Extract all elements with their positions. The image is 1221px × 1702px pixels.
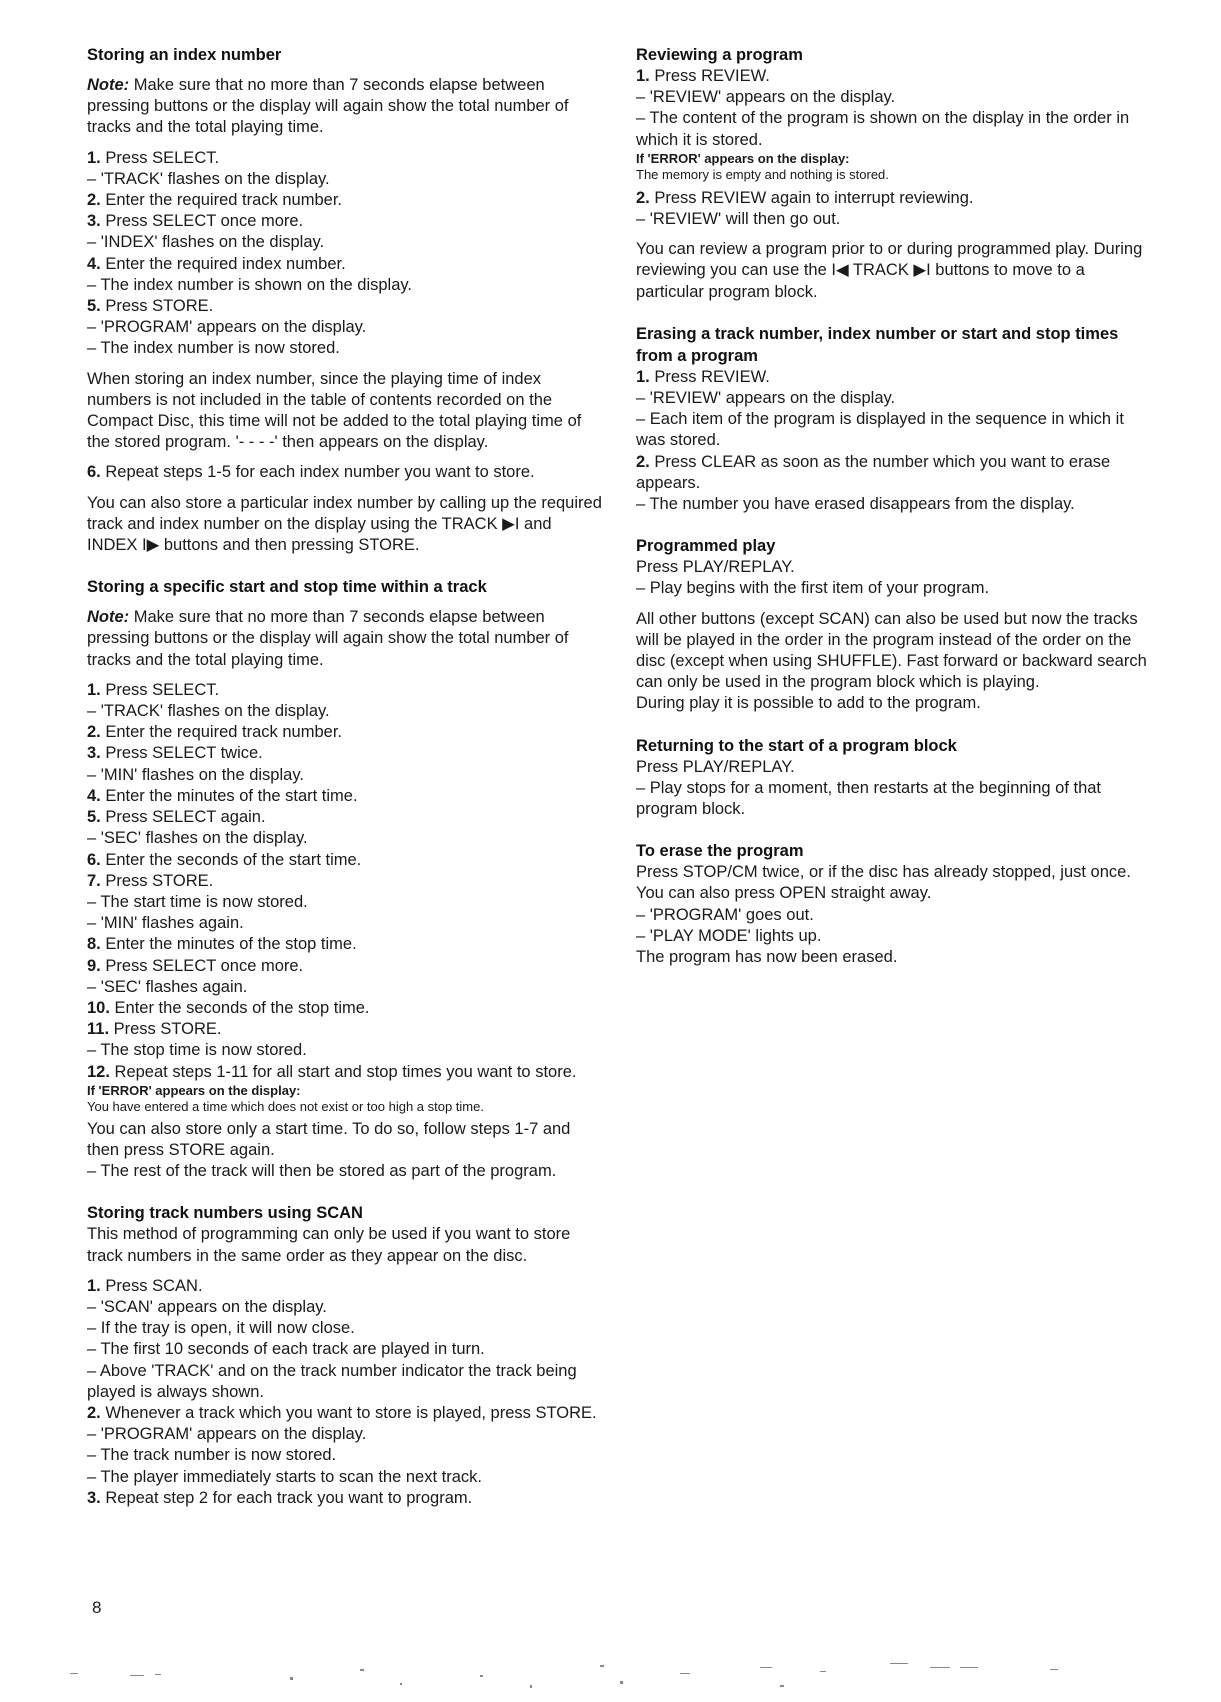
section-storing-index-number	[87, 44, 603, 556]
step-text: Press STORE.	[105, 297, 214, 316]
paragraph: When storing an index number, since the playing time of index numbers is not included in the table of contents recorded on the Compact Disc, this time will not be added to the total playing time of the stored program. '- - - -' then appears on the display.	[87, 369, 582, 452]
sub-item: – The index number is shown on the display.	[87, 275, 412, 294]
step-text: Whenever a track which you want to store is played, press STORE.	[105, 1403, 597, 1422]
step-text: Enter the required index number.	[105, 254, 346, 273]
sub-item: – Each item of the program is displayed in the sequence in which it was stored.	[636, 410, 1124, 450]
step-text: Press REVIEW again to interrupt reviewing.	[654, 188, 974, 207]
step	[87, 296, 603, 317]
section-title: Storing an index number	[87, 46, 282, 64]
step-text: Enter the required track number.	[105, 191, 342, 210]
section-title: Programmed play	[636, 537, 776, 556]
section-erasing-track-number	[636, 323, 1151, 515]
section-storing-start-stop-time	[87, 576, 603, 1182]
sub-item: – 'TRACK' flashes on the display.	[87, 169, 330, 188]
step-number: 3.	[87, 744, 101, 763]
sub-item: – 'SCAN' appears on the display.	[87, 1297, 327, 1316]
step-number: 3.	[87, 212, 101, 231]
step	[87, 786, 603, 807]
sub-item: – If the tray is open, it will now close.	[87, 1319, 355, 1338]
step-text: Press SELECT once more.	[105, 956, 304, 975]
sub-item: – 'REVIEW' will then go out.	[636, 210, 841, 229]
note	[87, 75, 603, 139]
page-number: 8	[92, 1598, 102, 1617]
text-line: The program has now been erased.	[636, 948, 898, 967]
sub-item: – 'SEC' flashes again.	[87, 977, 248, 996]
sub-item: – 'MIN' flashes on the display.	[87, 765, 304, 784]
note-text: Make sure that no more than 7 seconds elapse between pressing buttons or the display will again show the total number of tracks and the total playing time.	[87, 608, 569, 669]
text-line: During play it is possible to add to the program.	[636, 694, 981, 713]
section-title: Returning to the start of a program block	[636, 736, 957, 755]
error-text: The memory is empty and nothing is stored.	[636, 166, 889, 182]
step	[87, 1488, 603, 1509]
step-number: 5.	[87, 297, 101, 316]
error-title: If 'ERROR' appears on the display:	[636, 150, 850, 166]
sub-item: – 'PROGRAM' appears on the display.	[87, 1425, 367, 1444]
step	[87, 850, 603, 871]
step	[87, 1062, 603, 1083]
sub-item: – 'REVIEW' appears on the display.	[636, 389, 896, 408]
sub-item: – The first 10 seconds of each track are played in turn.	[87, 1340, 485, 1359]
sub-item: – 'PROGRAM' goes out.	[636, 905, 814, 924]
step-number: 1.	[87, 680, 101, 699]
sub-item: – The stop time is now stored.	[87, 1041, 307, 1060]
sub-item: – 'INDEX' flashes on the display.	[87, 233, 325, 252]
section-programmed-play	[636, 535, 1151, 714]
sub-item: – 'PLAY MODE' lights up.	[636, 926, 822, 945]
step	[87, 956, 603, 977]
step	[87, 871, 603, 892]
step-text: Repeat steps 1-5 for each index number you want to store.	[105, 463, 535, 482]
section-title: Reviewing a program	[636, 46, 803, 64]
step	[636, 452, 1151, 494]
step-list	[87, 148, 603, 360]
step	[636, 367, 1151, 388]
step	[87, 680, 603, 701]
sub-item: – Play stops for a moment, then restarts at the beginning of that program block.	[636, 778, 1102, 819]
scan-artifact-dots	[60, 1655, 1160, 1695]
paragraph: You can review a program prior to or during programmed play. During reviewing you can use the I◀ TRACK ▶I buttons to move to a particular program block.	[636, 240, 1143, 301]
step-number: 4.	[87, 786, 101, 805]
step	[87, 254, 603, 275]
step-text: Press REVIEW.	[654, 367, 770, 386]
sub-item: – 'MIN' flashes again.	[87, 914, 244, 933]
sub-item: – The track number is now stored.	[87, 1446, 337, 1465]
paragraph: All other buttons (except SCAN) can also be used but now the tracks will be played in the order in the program instead of the order on the disc (except when using SHUFFLE). Fast forward or backward search can only be used in the program block which is playing.	[636, 609, 1147, 692]
paragraph: You can also store a particular index number by calling up the required track and index number on the display using the TRACK ▶I and INDEX I▶ buttons and then pressing STORE.	[87, 493, 602, 555]
step-text: Press SELECT.	[105, 680, 220, 699]
sub-item: – Play begins with the first item of your program.	[636, 579, 990, 598]
step	[87, 190, 603, 211]
sub-item: – 'SEC' flashes on the display.	[87, 829, 308, 848]
step-text: Press SELECT.	[105, 148, 220, 167]
section-title: To erase the program	[636, 842, 804, 861]
step-text: Press STORE.	[113, 1020, 222, 1039]
step-text: Press STORE.	[105, 871, 214, 890]
step	[87, 148, 603, 169]
step-text: Enter the required track number.	[105, 723, 342, 742]
right-column	[636, 44, 1151, 988]
step-number: 1.	[636, 67, 650, 85]
step-number: 11.	[87, 1020, 110, 1039]
step-text: Press SELECT again.	[105, 808, 266, 827]
section-title: Storing track numbers using SCAN	[87, 1204, 363, 1223]
left-column	[87, 44, 603, 1529]
text-line: You can also press OPEN straight away.	[636, 884, 932, 903]
step-number: 6.	[87, 850, 101, 869]
step-list	[87, 680, 603, 1083]
sub-item: – The index number is now stored.	[87, 339, 340, 358]
text-line: Press PLAY/REPLAY.	[636, 757, 795, 776]
step	[636, 66, 1151, 87]
step-number: 2.	[87, 723, 101, 742]
step	[87, 462, 603, 483]
step-text: Press SELECT once more.	[105, 212, 304, 231]
step-text: Enter the minutes of the start time.	[105, 786, 358, 805]
step-text: Repeat step 2 for each track you want to program.	[105, 1488, 473, 1507]
step-number: 2.	[87, 1403, 101, 1422]
step-number: 1.	[636, 367, 650, 386]
step	[87, 998, 603, 1019]
step-number: 2.	[87, 191, 101, 210]
step	[87, 807, 603, 828]
text-line: Press PLAY/REPLAY.	[636, 558, 795, 577]
section-storing-scan	[87, 1202, 603, 1509]
section-title: Storing a specific start and stop time within a track	[87, 578, 487, 597]
sub-item: – The player immediately starts to scan the next track.	[87, 1467, 482, 1486]
section-reviewing-program	[636, 44, 1151, 303]
step-number: 12.	[87, 1062, 110, 1081]
step	[87, 211, 603, 232]
note-text: Make sure that no more than 7 seconds elapse between pressing buttons or the display will again show the total number of tracks and the total playing time.	[87, 76, 569, 137]
step	[87, 722, 603, 743]
step-text: Repeat steps 1-11 for all start and stop times you want to store.	[114, 1062, 577, 1081]
step-number: 1.	[87, 1276, 101, 1295]
step-number: 10.	[87, 998, 110, 1017]
note	[87, 607, 603, 671]
step-number: 5.	[87, 808, 101, 827]
step-number: 2.	[636, 188, 650, 207]
step-number: 3.	[87, 1488, 101, 1507]
step	[87, 1276, 603, 1297]
step-number: 8.	[87, 935, 101, 954]
step-list	[87, 1276, 603, 1509]
step-text: Press CLEAR as soon as the number which you want to erase appears.	[636, 452, 1111, 492]
sub-item: – 'REVIEW' appears on the display.	[636, 88, 896, 107]
section-erase-program	[636, 840, 1151, 968]
section-returning-start-block	[636, 735, 1151, 821]
sub-item: – 'PROGRAM' appears on the display.	[87, 318, 367, 337]
step-text: Enter the seconds of the start time.	[105, 850, 362, 869]
step-text: Enter the seconds of the stop time.	[114, 998, 370, 1017]
step-number: 1.	[87, 148, 101, 167]
sub-item: – The number you have erased disappears from the display.	[636, 495, 1075, 514]
error-title: If 'ERROR' appears on the display:	[87, 1082, 301, 1098]
step	[636, 188, 1151, 209]
step-text: Press SELECT twice.	[105, 744, 263, 763]
sub-item: – The rest of the track will then be stored as part of the program.	[87, 1162, 557, 1181]
note-label: Note:	[87, 608, 130, 627]
sub-item: – The start time is now stored.	[87, 892, 308, 911]
step-text: Press SCAN.	[105, 1276, 203, 1295]
step	[87, 934, 603, 955]
step	[87, 1403, 603, 1424]
step-text: Press REVIEW.	[654, 67, 770, 85]
paragraph: You can also store only a start time. To do so, follow steps 1-7 and then press STORE again.	[87, 1119, 571, 1159]
step-number: 4.	[87, 254, 101, 273]
step	[87, 1019, 603, 1040]
step-text: Enter the minutes of the stop time.	[105, 935, 357, 954]
paragraph: This method of programming can only be used if you want to store track numbers in the same order as they appear on the disc.	[87, 1225, 571, 1265]
step-number: 7.	[87, 871, 101, 890]
note-label: Note:	[87, 76, 130, 94]
step-number: 2.	[636, 452, 650, 471]
text-line: Press STOP/CM twice, or if the disc has already stopped, just once.	[636, 863, 1131, 882]
section-title: Erasing a track number, index number or start and stop times from a program	[636, 324, 1119, 365]
step-number: 9.	[87, 956, 101, 975]
step-number: 6.	[87, 463, 101, 482]
sub-item: – Above 'TRACK' and on the track number indicator the track being played is always shown.	[87, 1361, 577, 1401]
step	[87, 743, 603, 764]
error-text: You have entered a time which does not exist or too high a stop time.	[87, 1098, 484, 1114]
sub-item: – 'TRACK' flashes on the display.	[87, 702, 330, 721]
sub-item: – The content of the program is shown on the display in the order in which it is stored.	[636, 109, 1130, 149]
